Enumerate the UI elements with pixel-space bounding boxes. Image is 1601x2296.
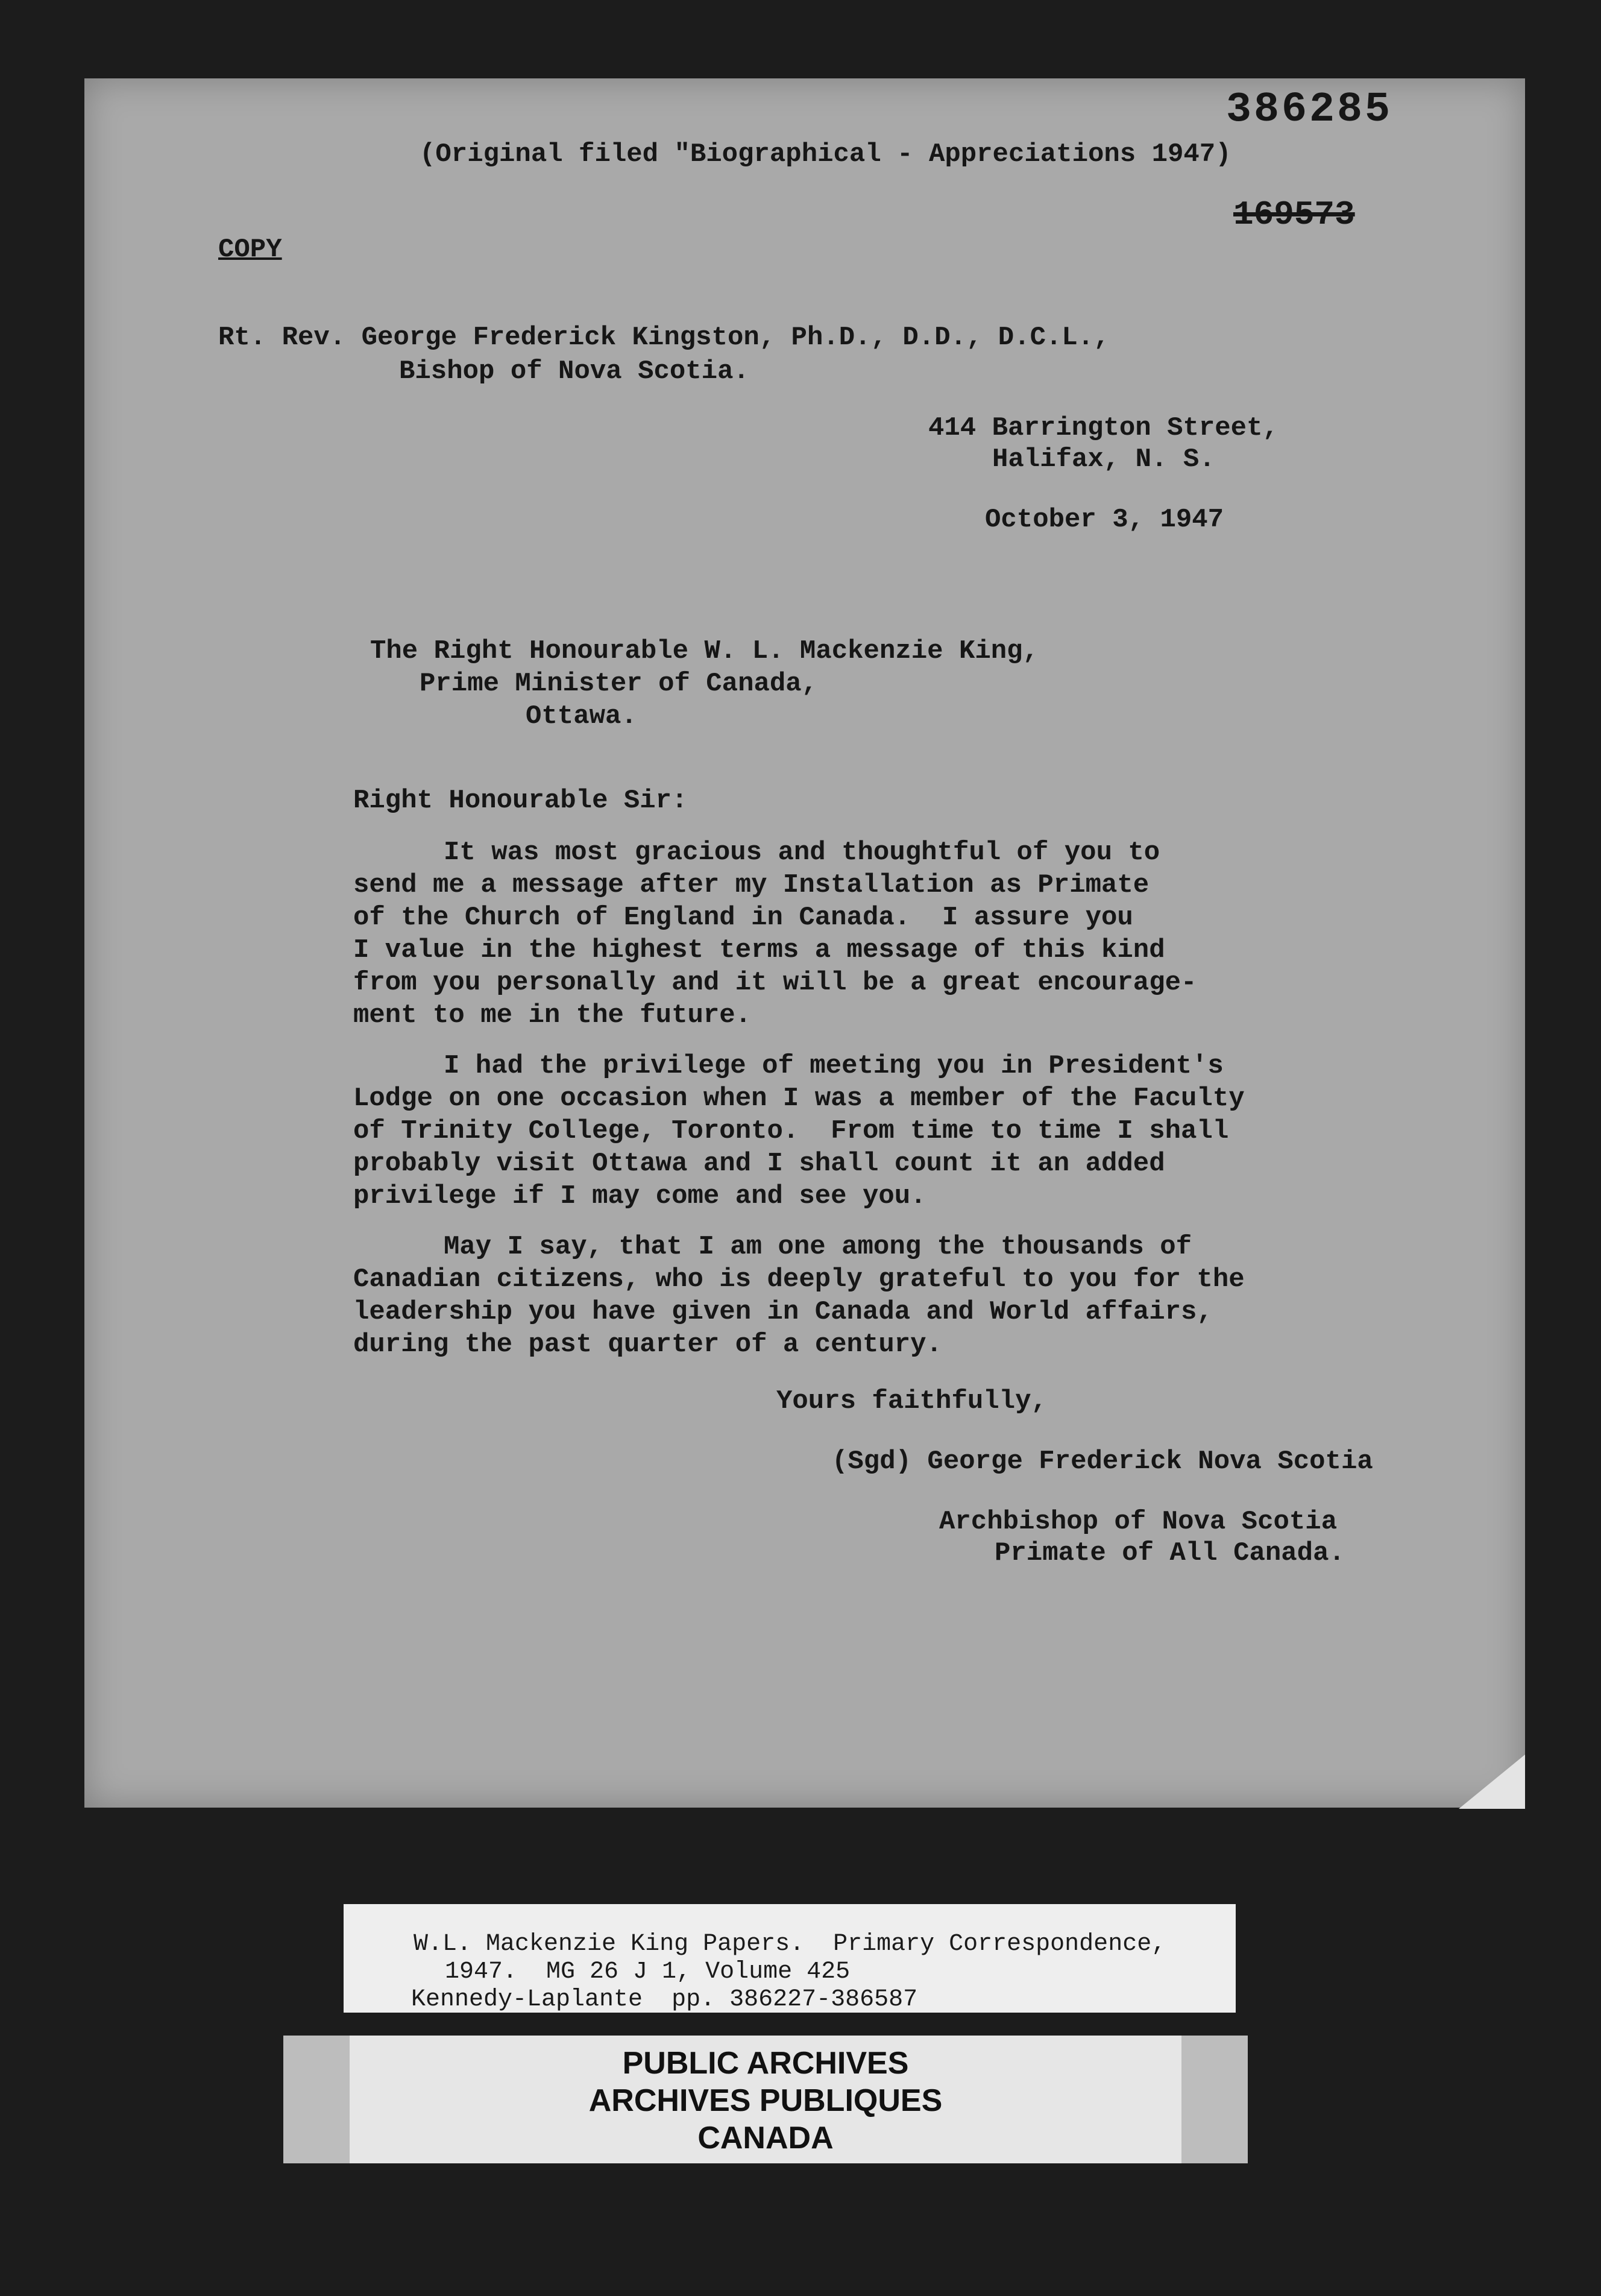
reference-line-2: 1947. MG 26 J 1, Volume 425 xyxy=(445,1958,851,1985)
body-line: of Trinity College, Toronto. From time to time I shall xyxy=(353,1116,1229,1146)
body-line: of the Church of England in Canada. I assure you xyxy=(353,903,1133,933)
body-line: Canadian citizens, who is deeply grateful to you for the xyxy=(353,1264,1245,1295)
body-line: ment to me in the future. xyxy=(353,1000,752,1030)
copy-label: COPY xyxy=(218,235,282,265)
stamp-line-2: ARCHIVES PUBLIQUES xyxy=(588,2083,943,2118)
body-line: I value in the highest terms a message of this kind xyxy=(353,935,1165,965)
valediction: Yours faithfully, xyxy=(776,1386,1047,1416)
sender-name: Rt. Rev. George Frederick Kingston, Ph.D., D.D., D.C.L., xyxy=(218,323,1110,353)
signature: (Sgd) George Frederick Nova Scotia xyxy=(832,1446,1373,1477)
body-line: Lodge on one occasion when I was a member of the Faculty xyxy=(353,1083,1245,1114)
body-line: I had the privilege of meeting you in President's xyxy=(444,1051,1224,1081)
letter-date: October 3, 1947 xyxy=(985,505,1224,535)
address-city: Halifax, N. S. xyxy=(992,444,1215,475)
stamp-line-1: PUBLIC ARCHIVES xyxy=(622,2046,909,2081)
sender-title: Bishop of Nova Scotia. xyxy=(399,356,749,386)
reference-line-1: W.L. Mackenzie King Papers. Primary Correspondence, xyxy=(414,1931,1166,1958)
body-line: May I say, that I am one among the thousands of xyxy=(444,1232,1192,1262)
recipient-line-3: Ottawa. xyxy=(526,701,637,731)
reference-line-3: Kennedy-Laplante pp. 386227-386587 xyxy=(411,1986,918,2013)
old-archive-number: 169573 xyxy=(1233,195,1355,234)
recipient-line-2: Prime Minister of Canada, xyxy=(420,669,818,699)
body-line: send me a message after my Installation as Primate xyxy=(353,870,1150,900)
closing-title-2: Primate of All Canada. xyxy=(995,1538,1345,1568)
folded-corner xyxy=(1459,1755,1525,1809)
address-street: 414 Barrington Street, xyxy=(928,413,1279,443)
filing-note: (Original filed "Biographical - Appreciations 1947) xyxy=(420,139,1231,169)
archives-stamp xyxy=(283,2036,1248,2163)
body-line: privilege if I may come and see you. xyxy=(353,1181,926,1211)
archive-reference-label xyxy=(344,1904,1236,2013)
body-line: It was most gracious and thoughtful of you to xyxy=(444,837,1160,868)
body-line: probably visit Ottawa and I shall count it an added xyxy=(353,1149,1165,1179)
body-line: during the past quarter of a century. xyxy=(353,1329,942,1360)
closing-title-1: Archbishop of Nova Scotia xyxy=(939,1507,1338,1537)
letter-sheet xyxy=(84,78,1525,1808)
body-line: leadership you have given in Canada and World affairs, xyxy=(353,1297,1213,1327)
archive-number: 386285 xyxy=(1226,86,1393,134)
stamp-line-3: CANADA xyxy=(697,2121,834,2156)
salutation: Right Honourable Sir: xyxy=(353,786,688,816)
recipient-line-1: The Right Honourable W. L. Mackenzie King, xyxy=(370,636,1039,666)
body-line: from you personally and it will be a great encourage- xyxy=(353,968,1197,998)
